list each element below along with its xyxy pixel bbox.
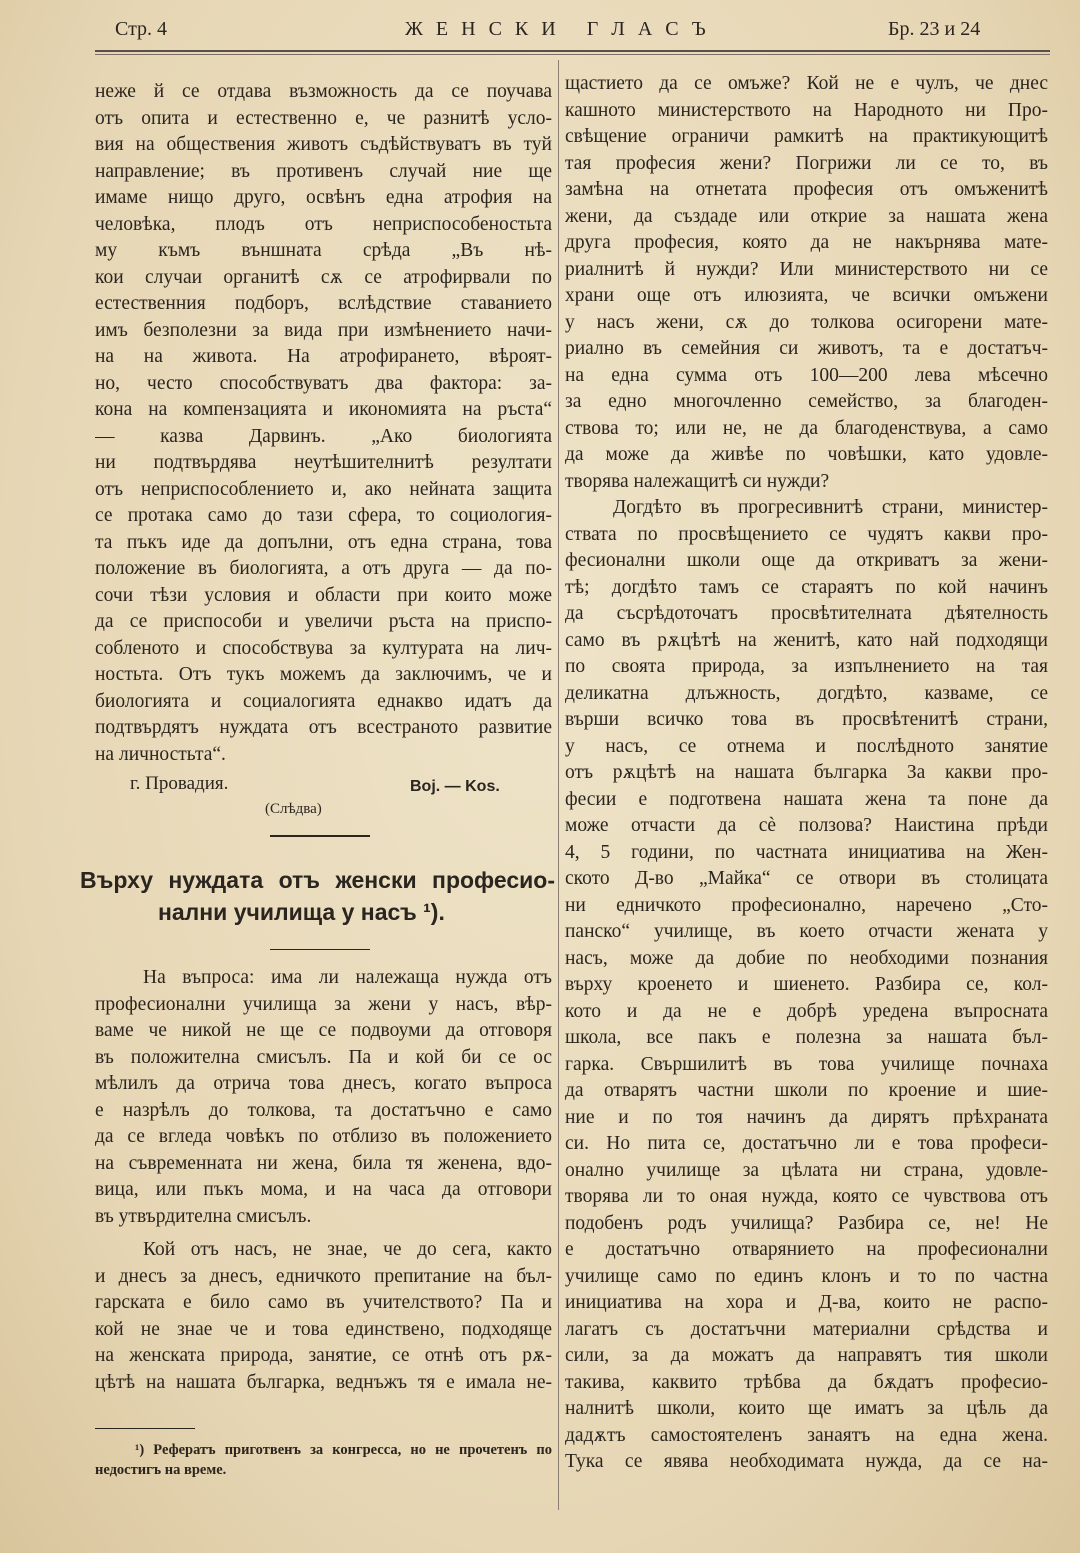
- text-line: и днесъ за днесъ, едничкото препитание на бъл-: [95, 1265, 552, 1287]
- text-line: сили, за да можатъ да направятъ тия школи: [565, 1345, 1048, 1366]
- text-line: се протака само до тази сфера, то социология-: [95, 505, 552, 526]
- text-line: имаме нищо друго, освѣнъ една атрофия на: [95, 187, 552, 208]
- column-divider: [558, 60, 559, 1510]
- text-line: ствата по просвѣщението се чудятъ какви про-: [565, 523, 1048, 545]
- page-number: Стр. 4: [115, 18, 168, 40]
- text-line: на женската природа, занятие, се отнѣ отъ рѫ-: [95, 1345, 552, 1366]
- text-line: фесии е подготвена нашата жена та поне да: [565, 788, 1048, 810]
- text-line: кои случаи органитѣ сѫ се атрофирвали по: [95, 266, 552, 288]
- footnote-rule: [95, 1428, 195, 1429]
- text-line: отъ неприспособлението и, ако нейната защита: [95, 478, 552, 500]
- text-line: фесионални школи още да откриватъ за жени-: [565, 550, 1048, 571]
- text-line: положение въ биологията, а отъ друга — да по-: [95, 558, 552, 579]
- text-line: лагатъ съ достатъчни материални срѣдства и: [565, 1318, 1048, 1340]
- text-line: само въ рѫцѣтѣ на женитѣ, като най подходящи: [565, 629, 1048, 651]
- text-line: въ утвърдителна смисълъ.: [95, 1205, 312, 1227]
- text-line: на на живота. На атрофирането, вѣроят-: [95, 346, 552, 367]
- text-line: сочи тѣзи условия и области при които може: [95, 584, 552, 606]
- article-paragraph: [565, 495, 1048, 1476]
- text-line: собленото и способствува за културата на лич-: [95, 637, 552, 659]
- text-line: дадѫтъ самостоятеленъ занаятъ на една жена.: [565, 1424, 1048, 1446]
- text-line: въ положителна смисълъ. Па и кой би се ос: [95, 1046, 552, 1068]
- text-line: риално въ семейния си животъ, та е достатъч-: [565, 338, 1048, 359]
- text-line: но, често способствуватъ два фактора: за-: [95, 372, 552, 394]
- header-rule-thin: [95, 54, 1050, 55]
- text-line: имъ безполезни за вида при измѣнението начи-: [95, 319, 552, 341]
- text-line: та пъкъ иде да допълни, отъ една страна, това: [95, 531, 552, 553]
- text-line: отъ опита и естественно е, че разнитѣ усло-: [95, 107, 552, 129]
- text-line: си. Но пита се, достатъчно ли е това професи-: [565, 1133, 1048, 1154]
- text-line: Тука се явява необходимата нужда, да се на-: [565, 1451, 1048, 1472]
- text-line: вия на обществения животъ съдѣйствуватъ въ туй: [95, 134, 552, 155]
- newspaper-title: Ж Е Н С К И Г Л А С Ъ: [405, 18, 710, 40]
- text-line: друга професия, която да не накърнява мате-: [565, 232, 1048, 253]
- text-line: кашното министерството на Народното ни Про-: [565, 99, 1048, 121]
- section-rule: [270, 835, 370, 837]
- text-line: ското Д-во „Майка“ се отвори въ столицата: [565, 868, 1048, 889]
- text-line: тѣ; догдѣто тамъ се стараятъ по кой начинъ: [565, 576, 1048, 598]
- text-line: върху кроенето и шиенето. Разбира се, кол-: [565, 974, 1048, 995]
- to-be-continued: (Слѣдва): [265, 801, 322, 817]
- text-line: върши всичко това въ просвѣтенитѣ страни,: [565, 709, 1048, 730]
- text-line: естественния подборъ, вслѣдствие ставанието: [95, 293, 552, 314]
- text-line: да се вгледа човѣкъ по отблизо въ положението: [95, 1126, 552, 1147]
- text-line: биологията и социалогията еднакво идатъ да: [95, 690, 552, 712]
- text-line: ни едничкото професионално, наречено „Сто-: [565, 894, 1048, 916]
- text-line: кона на компензацията и икономията на ръста“: [95, 399, 552, 420]
- text-line: жени, да създаде или открие за нашата жена: [565, 205, 1048, 227]
- text-line: подтвърдятъ нуждата отъ всестраното развитие: [95, 717, 552, 738]
- text-line: по своята природа, за изпълнението на тая: [565, 656, 1048, 677]
- text-line: на една сумма отъ 100—200 лева мѣсечно: [565, 364, 1048, 386]
- text-line: ваме че никой не ще се подвоуми да отговоря: [95, 1020, 552, 1041]
- text-line: Догдѣто въ прогресивнитѣ страни, министер-: [613, 497, 1048, 518]
- text-line: мѣлилъ да отрича това днесъ, когато въпроса: [95, 1073, 552, 1094]
- text-line: кото и да не е добрѣ уредена въпросната: [565, 1000, 1048, 1022]
- text-line: да отварятъ частни школи по кроение и шие-: [565, 1080, 1048, 1101]
- text-line: гарската е било само въ учителството? Па и: [95, 1292, 552, 1313]
- text-line: инициатива на хора и Д-ва, които не распо-: [565, 1292, 1048, 1313]
- text-line: неже й се отдава възможность да се поучава: [95, 81, 552, 102]
- text-line: тая професия жени? Погрижи ли се то, въ: [565, 152, 1048, 174]
- text-line: кой не знае че и това единствено, подходяще: [95, 1318, 552, 1340]
- text-line: е достатъчно отварянието на професионални: [565, 1239, 1048, 1260]
- text-line: На въпроса: има ли належаща нужда отъ: [143, 967, 552, 988]
- issue-number: Бр. 23 и 24: [888, 18, 981, 40]
- text-line: школа, все пакъ е полезна за нашата бъл-: [565, 1027, 1048, 1048]
- text-line: отъ рѫцѣтѣ на нашата българка За какви про-: [565, 762, 1048, 783]
- text-line: Кой отъ насъ, не знае, че до сега, както: [143, 1239, 552, 1260]
- text-line: панско“ училище, въ което отчасти жената у: [565, 921, 1048, 942]
- text-line: за едно многочленно семейство, за благоден-: [565, 391, 1048, 412]
- article-paragraph: [95, 1237, 552, 1396]
- text-line: онално училище за цѣлата ни страна, удовле-: [565, 1159, 1048, 1181]
- text-line: му къмъ външната срѣда „Въ нѣ-: [95, 240, 552, 261]
- text-line: професионални училища за жени у насъ, вѣр-: [95, 993, 552, 1015]
- article-paragraph: [565, 71, 1048, 495]
- title-rule: [270, 949, 370, 950]
- text-line: насъ, може да добие по необходими познания: [565, 947, 1048, 969]
- text-line: замѣна на отнетата професия отъ омъженитѣ: [565, 179, 1048, 200]
- text-line: ствова то; или не, не да благоденствува, а само: [565, 417, 1048, 439]
- text-line: е назрѣлъ до толкова, та достатъчно е само: [95, 1099, 552, 1121]
- text-line: 4, 5 години, по частната инициатива на Жен-: [565, 841, 1048, 863]
- text-line: да съсрѣдоточатъ просвѣтителната дѣятелность: [565, 603, 1048, 624]
- text-line: у насъ, се отнема и послѣдното занятие: [565, 735, 1048, 757]
- text-line: — казва Дарвинъ. „Ако биологията: [95, 425, 552, 447]
- continued-article: [95, 79, 552, 768]
- text-line: вица, или пъкъ мома, и на часа да отговори: [95, 1179, 552, 1200]
- footnote: ¹) Рефератъ приготвенъ за конгресса, но не прочетенъ по недостигъ на време.: [95, 1442, 552, 1478]
- text-line: цѣтѣ на нашата българка, веднъжъ тя е имала не-: [95, 1371, 552, 1393]
- text-line: риалнитѣ й нужди? Или министерството ни се: [565, 258, 1048, 280]
- text-line: ни подтвърдява неутѣшителнитѣ резултати: [95, 452, 552, 473]
- header-rule: [95, 50, 1050, 52]
- text-line: деликатна длъжность, догдѣто, казваме, се: [565, 682, 1048, 704]
- text-line: щастието да се омъже? Кой не е чулъ, че днес: [565, 73, 1048, 94]
- text-line: подобенъ родъ училища? Разбира се, не! Не: [565, 1212, 1048, 1234]
- text-line: творява належащитѣ си нужди?: [565, 470, 830, 492]
- text-line: ностьта. Отъ тукъ можемъ да заключимъ, че и: [95, 664, 552, 685]
- article-author: Boj. — Kos.: [410, 778, 500, 795]
- text-line: у насъ жени, сѫ до толкова осигорени мате-: [565, 311, 1048, 333]
- text-line: училище само по единъ клонъ и то по частна: [565, 1265, 1048, 1287]
- text-line: на личностьта“.: [95, 743, 226, 765]
- text-line: да може да живѣе по човѣшки, като удовле-: [565, 444, 1048, 465]
- text-line: на съвременната ни жена, била тя женена, вдо-: [95, 1152, 552, 1174]
- text-line: гарка. Свършилитѣ въ това училище почнаха: [565, 1053, 1048, 1075]
- text-line: ние и по тоя начинъ да дирятъ прѣхраната: [565, 1106, 1048, 1128]
- text-line: да се приспособи и увеличи ръста на приспо-: [95, 611, 552, 632]
- article-paragraph: [95, 965, 552, 1230]
- text-line: человѣка, плодъ отъ неприспособеностьта: [95, 213, 552, 235]
- text-line: храни още отъ илюзията, че всички омъжени: [565, 285, 1048, 306]
- text-line: такива, каквито трѣбва да бѫдатъ професио-: [565, 1371, 1048, 1393]
- article-place: г. Провадия.: [130, 773, 229, 794]
- text-line: може отчасти да сѐ ползова? Наистина прѣди: [565, 815, 1048, 836]
- text-line: творява ли то оная нужда, която се чувствова отъ: [565, 1186, 1048, 1207]
- text-line: налнитѣ школи, които ще иматъ за цѣль да: [565, 1398, 1048, 1419]
- article-title: [80, 864, 555, 928]
- text-line: свѣщение ограничи рамкитѣ на практикующитѣ: [565, 126, 1048, 147]
- article-title-line: Върху нуждата отъ женски професио-: [80, 867, 555, 893]
- text-line: направление; въ противенъ случай ние ще: [95, 160, 552, 182]
- article-title-line: нални училища у насъ ¹).: [158, 899, 445, 925]
